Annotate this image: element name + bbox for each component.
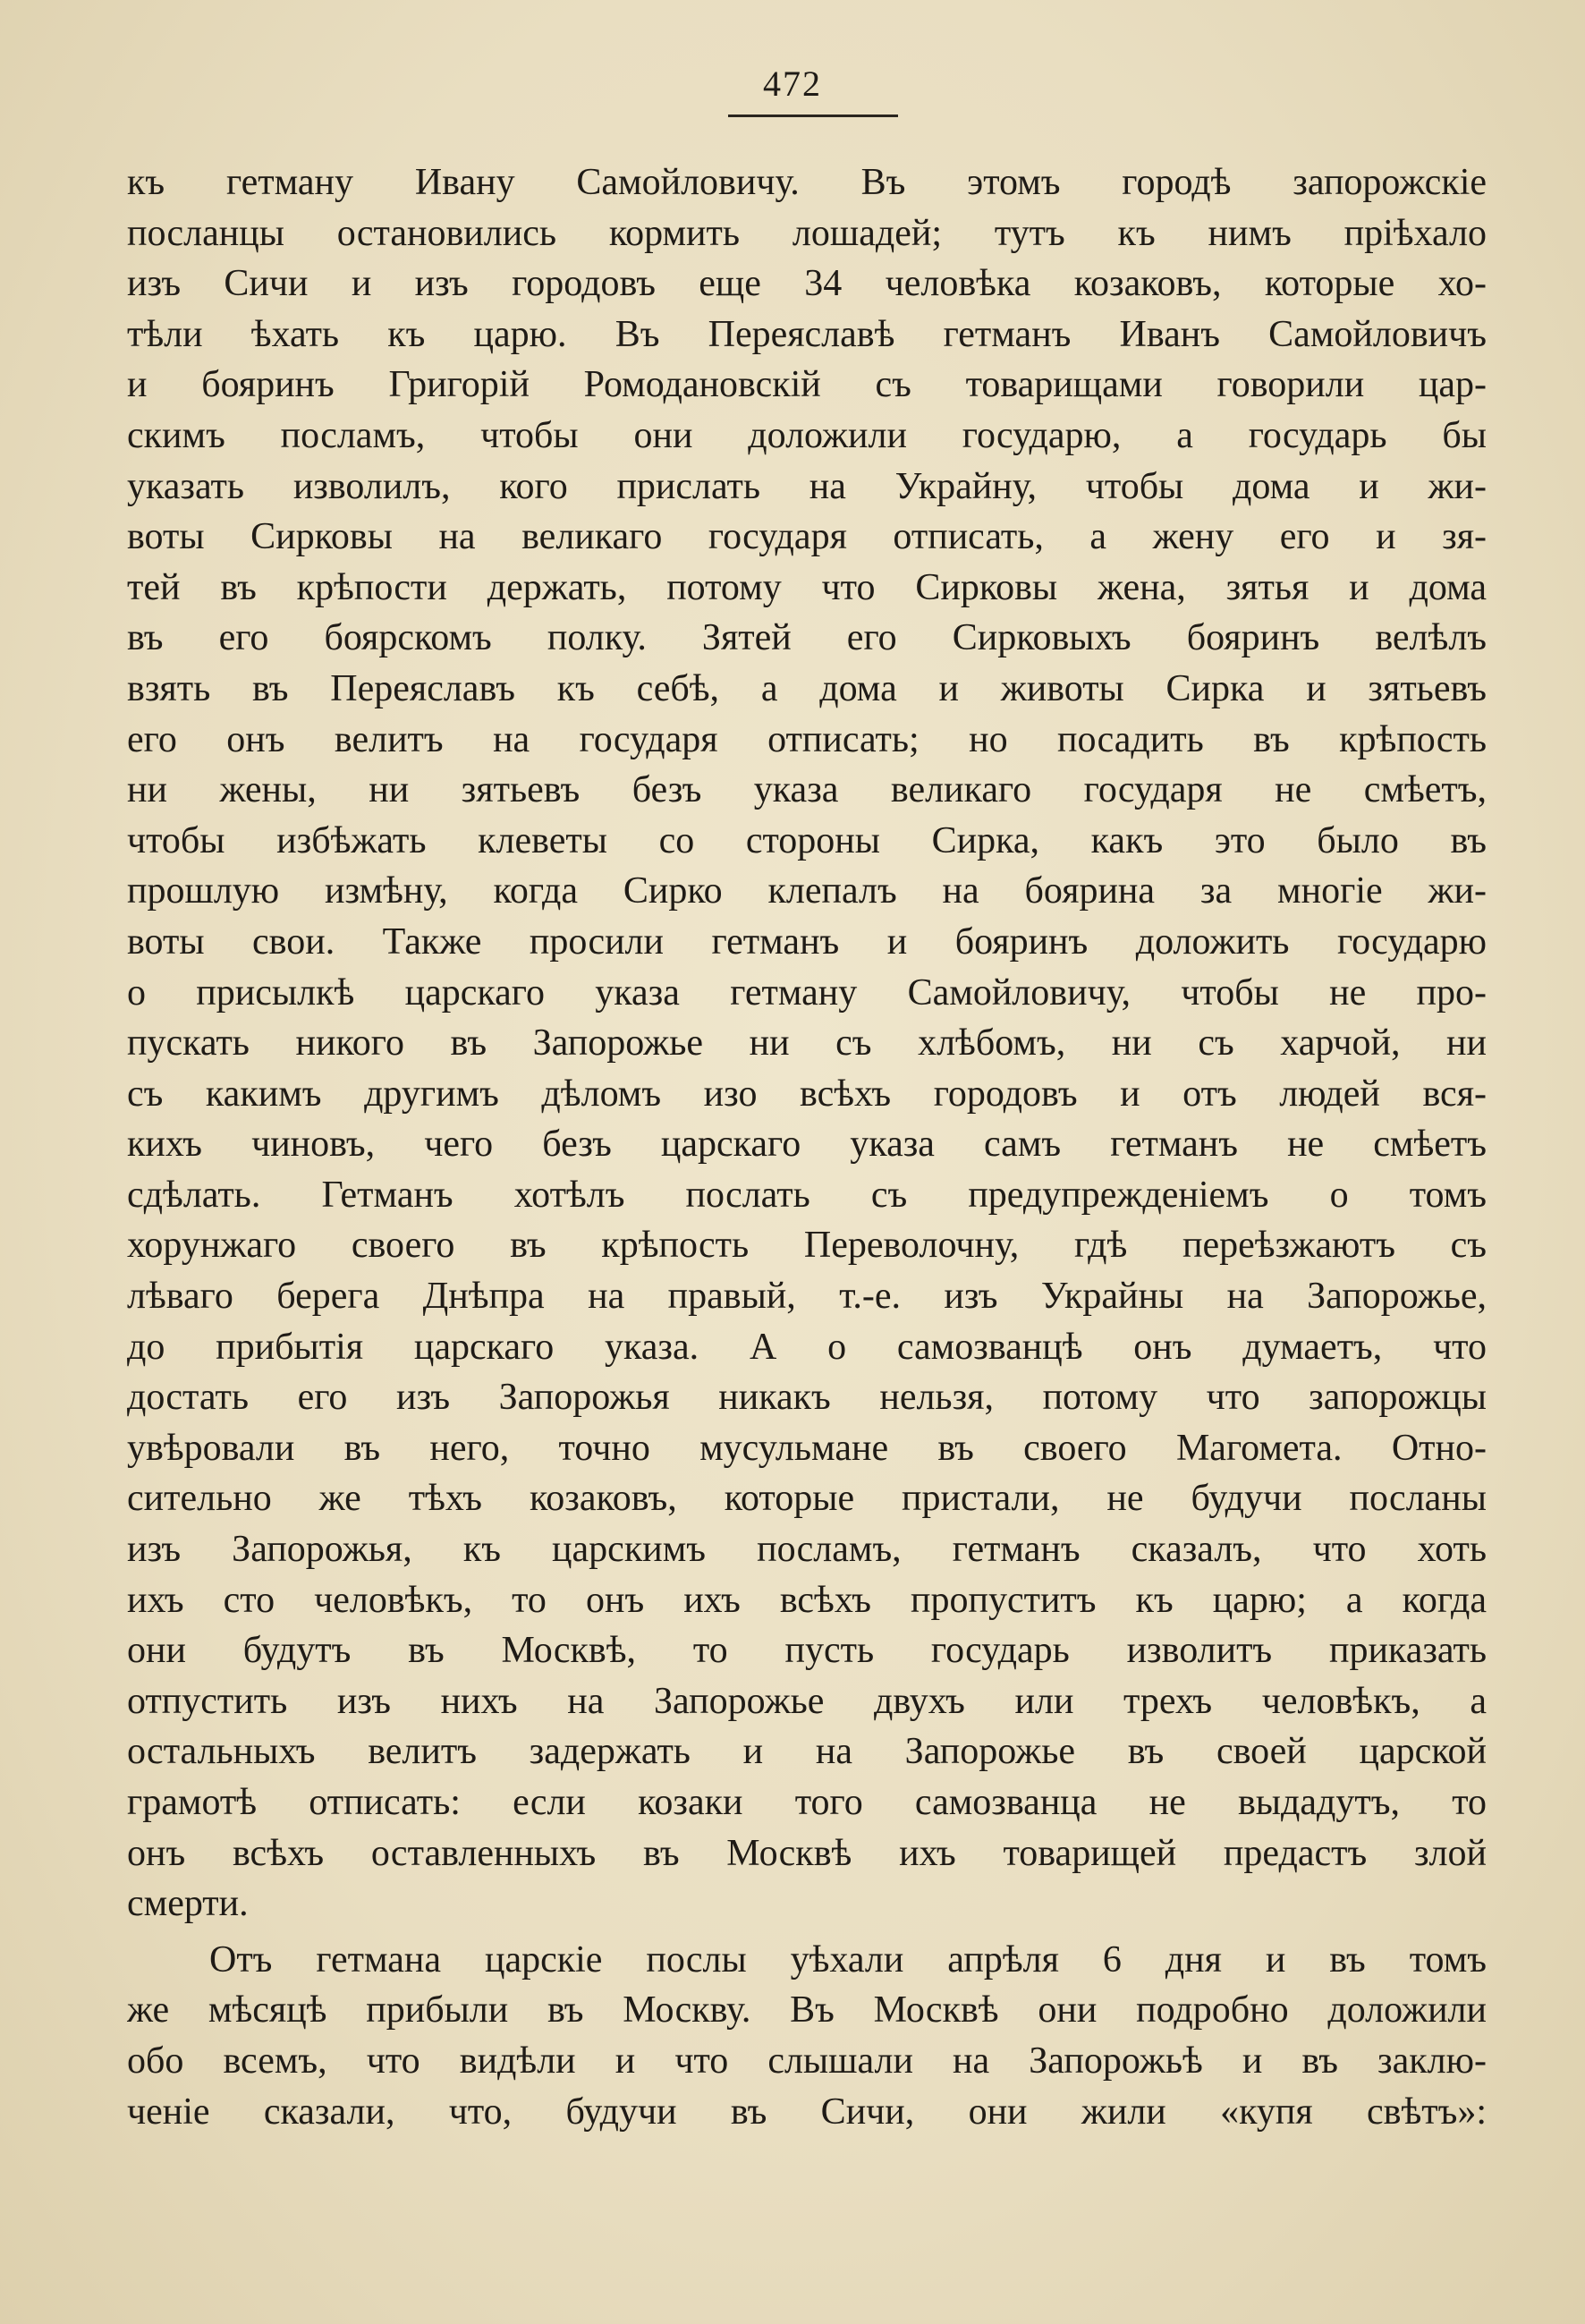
text-line: пускать никого въ Запорожье ни съ хлѣбомъ, ни съ харчой, ни (127, 1022, 1487, 1064)
text-line: Отъ гетмана царскіе послы уѣхали апрѣля 6 дня и въ томъ (209, 1938, 1487, 1980)
text-line: отпустить изъ нихъ на Запорожье двухъ или трехъ человѣкъ, а (127, 1680, 1487, 1722)
paragraph (127, 1935, 1487, 2137)
text-line: кихъ чиновъ, чего безъ царскаго указа самъ гетманъ не смѣетъ (127, 1124, 1487, 1166)
page-number-rule (728, 115, 898, 117)
text-line: ихъ сто человѣкъ, то онъ ихъ всѣхъ пропуститъ къ царю; а когда (127, 1579, 1487, 1621)
text-line: остальныхъ велитъ задержать и на Запорожье въ своей царской (127, 1731, 1487, 1773)
text-line: взять въ Переяславъ къ себѣ, а дома и животы Сирка и зятьевъ (127, 667, 1487, 709)
text-line: тѣли ѣхать къ царю. Въ Переяславѣ гетманъ Иванъ Самойловичъ (127, 313, 1487, 355)
text-line: о присылкѣ царскаго указа гетману Самойловичу, чтобы не про- (127, 971, 1487, 1014)
text-line: сдѣлать. Гетманъ хотѣлъ послать съ предупрежденіемъ о томъ (127, 1174, 1487, 1216)
text-line: онъ всѣхъ оставленныхъ въ Москвѣ ихъ товарищей предастъ злой (127, 1832, 1487, 1874)
text-line: обо всемъ, что видѣли и что слышали на Запорожьѣ и въ заклю- (127, 2040, 1487, 2082)
text-line: ченіе сказали, что, будучи въ Сичи, они жили «купя свѣтъ»: (127, 2091, 1487, 2133)
text-line: увѣровали въ него, точно мусульмане въ своего Магомета. Отно- (127, 1427, 1487, 1469)
text-line: воты Сирковы на великаго государя отписать, а жену его и зя- (127, 516, 1487, 558)
text-line: грамотѣ отписать: если козаки того самозванца не выдадутъ, то (127, 1782, 1487, 1823)
text-line: воты свои. Также просили гетманъ и бояринъ доложить государю (127, 920, 1487, 963)
text-line: и бояринъ Григорій Ромодановскій съ товарищами говорили цар- (127, 364, 1487, 406)
text-line: изъ Запорожья, къ царскимъ посламъ, гетманъ сказалъ, что хоть (127, 1529, 1487, 1571)
text-line: лѣваго берега Днѣпра на правый, т.-е. изъ Украйны на Запорожье, (127, 1276, 1487, 1318)
text-line: изъ Сичи и изъ городовъ еще 34 человѣка козаковъ, которые хо- (127, 263, 1487, 305)
text-line: до прибытія царскаго указа. А о самозванцѣ онъ думаетъ, что (127, 1326, 1487, 1368)
text-line: тей въ крѣпости держать, потому что Сирковы жена, зятья и дома (127, 566, 1487, 608)
text-line: достать его изъ Запорожья никакъ нельзя, потому что запорожцы (127, 1377, 1487, 1419)
text-line: чтобы избѣжать клеветы со стороны Сирка, какъ это было въ (127, 819, 1487, 861)
text-line: же мѣсяцѣ прибыли въ Москву. Въ Москвѣ они подробно доложили (127, 1989, 1487, 2031)
text-line: посланцы остановились кормить лошадей; тутъ къ нимъ пріѣхало (127, 212, 1487, 254)
text-line: его онъ велитъ на государя отписать; но посадить въ крѣпость (127, 718, 1487, 760)
text-line: хорунжаго своего въ крѣпость Переволочну, гдѣ переѣзжаютъ съ (127, 1225, 1487, 1267)
text-line: съ какимъ другимъ дѣломъ изо всѣхъ городовъ и отъ людей вся- (127, 1073, 1487, 1115)
text-line: смерти. (127, 1883, 249, 1925)
text-line: они будутъ въ Москвѣ, то пусть государь изволитъ приказать (127, 1630, 1487, 1672)
text-line: къ гетману Ивану Самойловичу. Въ этомъ городѣ запорожскіе (127, 162, 1487, 203)
text-line: въ его боярскомъ полку. Зятей его Сирковыхъ бояринъ велѣлъ (127, 617, 1487, 659)
body-text (127, 157, 1487, 2137)
text-line: скимъ посламъ, чтобы они доложили государю, а государь бы (127, 414, 1487, 456)
text-line: указать изволилъ, кого прислать на Украйну, чтобы дома и жи- (127, 465, 1487, 507)
page-number: 472 (763, 64, 822, 104)
text-line: прошлую измѣну, когда Сирко клепалъ на боярина за многіе жи- (127, 870, 1487, 912)
text-line: ни жены, ни зятьевъ безъ указа великаго государя не смѣетъ, (127, 769, 1487, 811)
text-line: сительно же тѣхъ козаковъ, которые пристали, не будучи посланы (127, 1478, 1487, 1520)
paragraph (127, 157, 1487, 1930)
